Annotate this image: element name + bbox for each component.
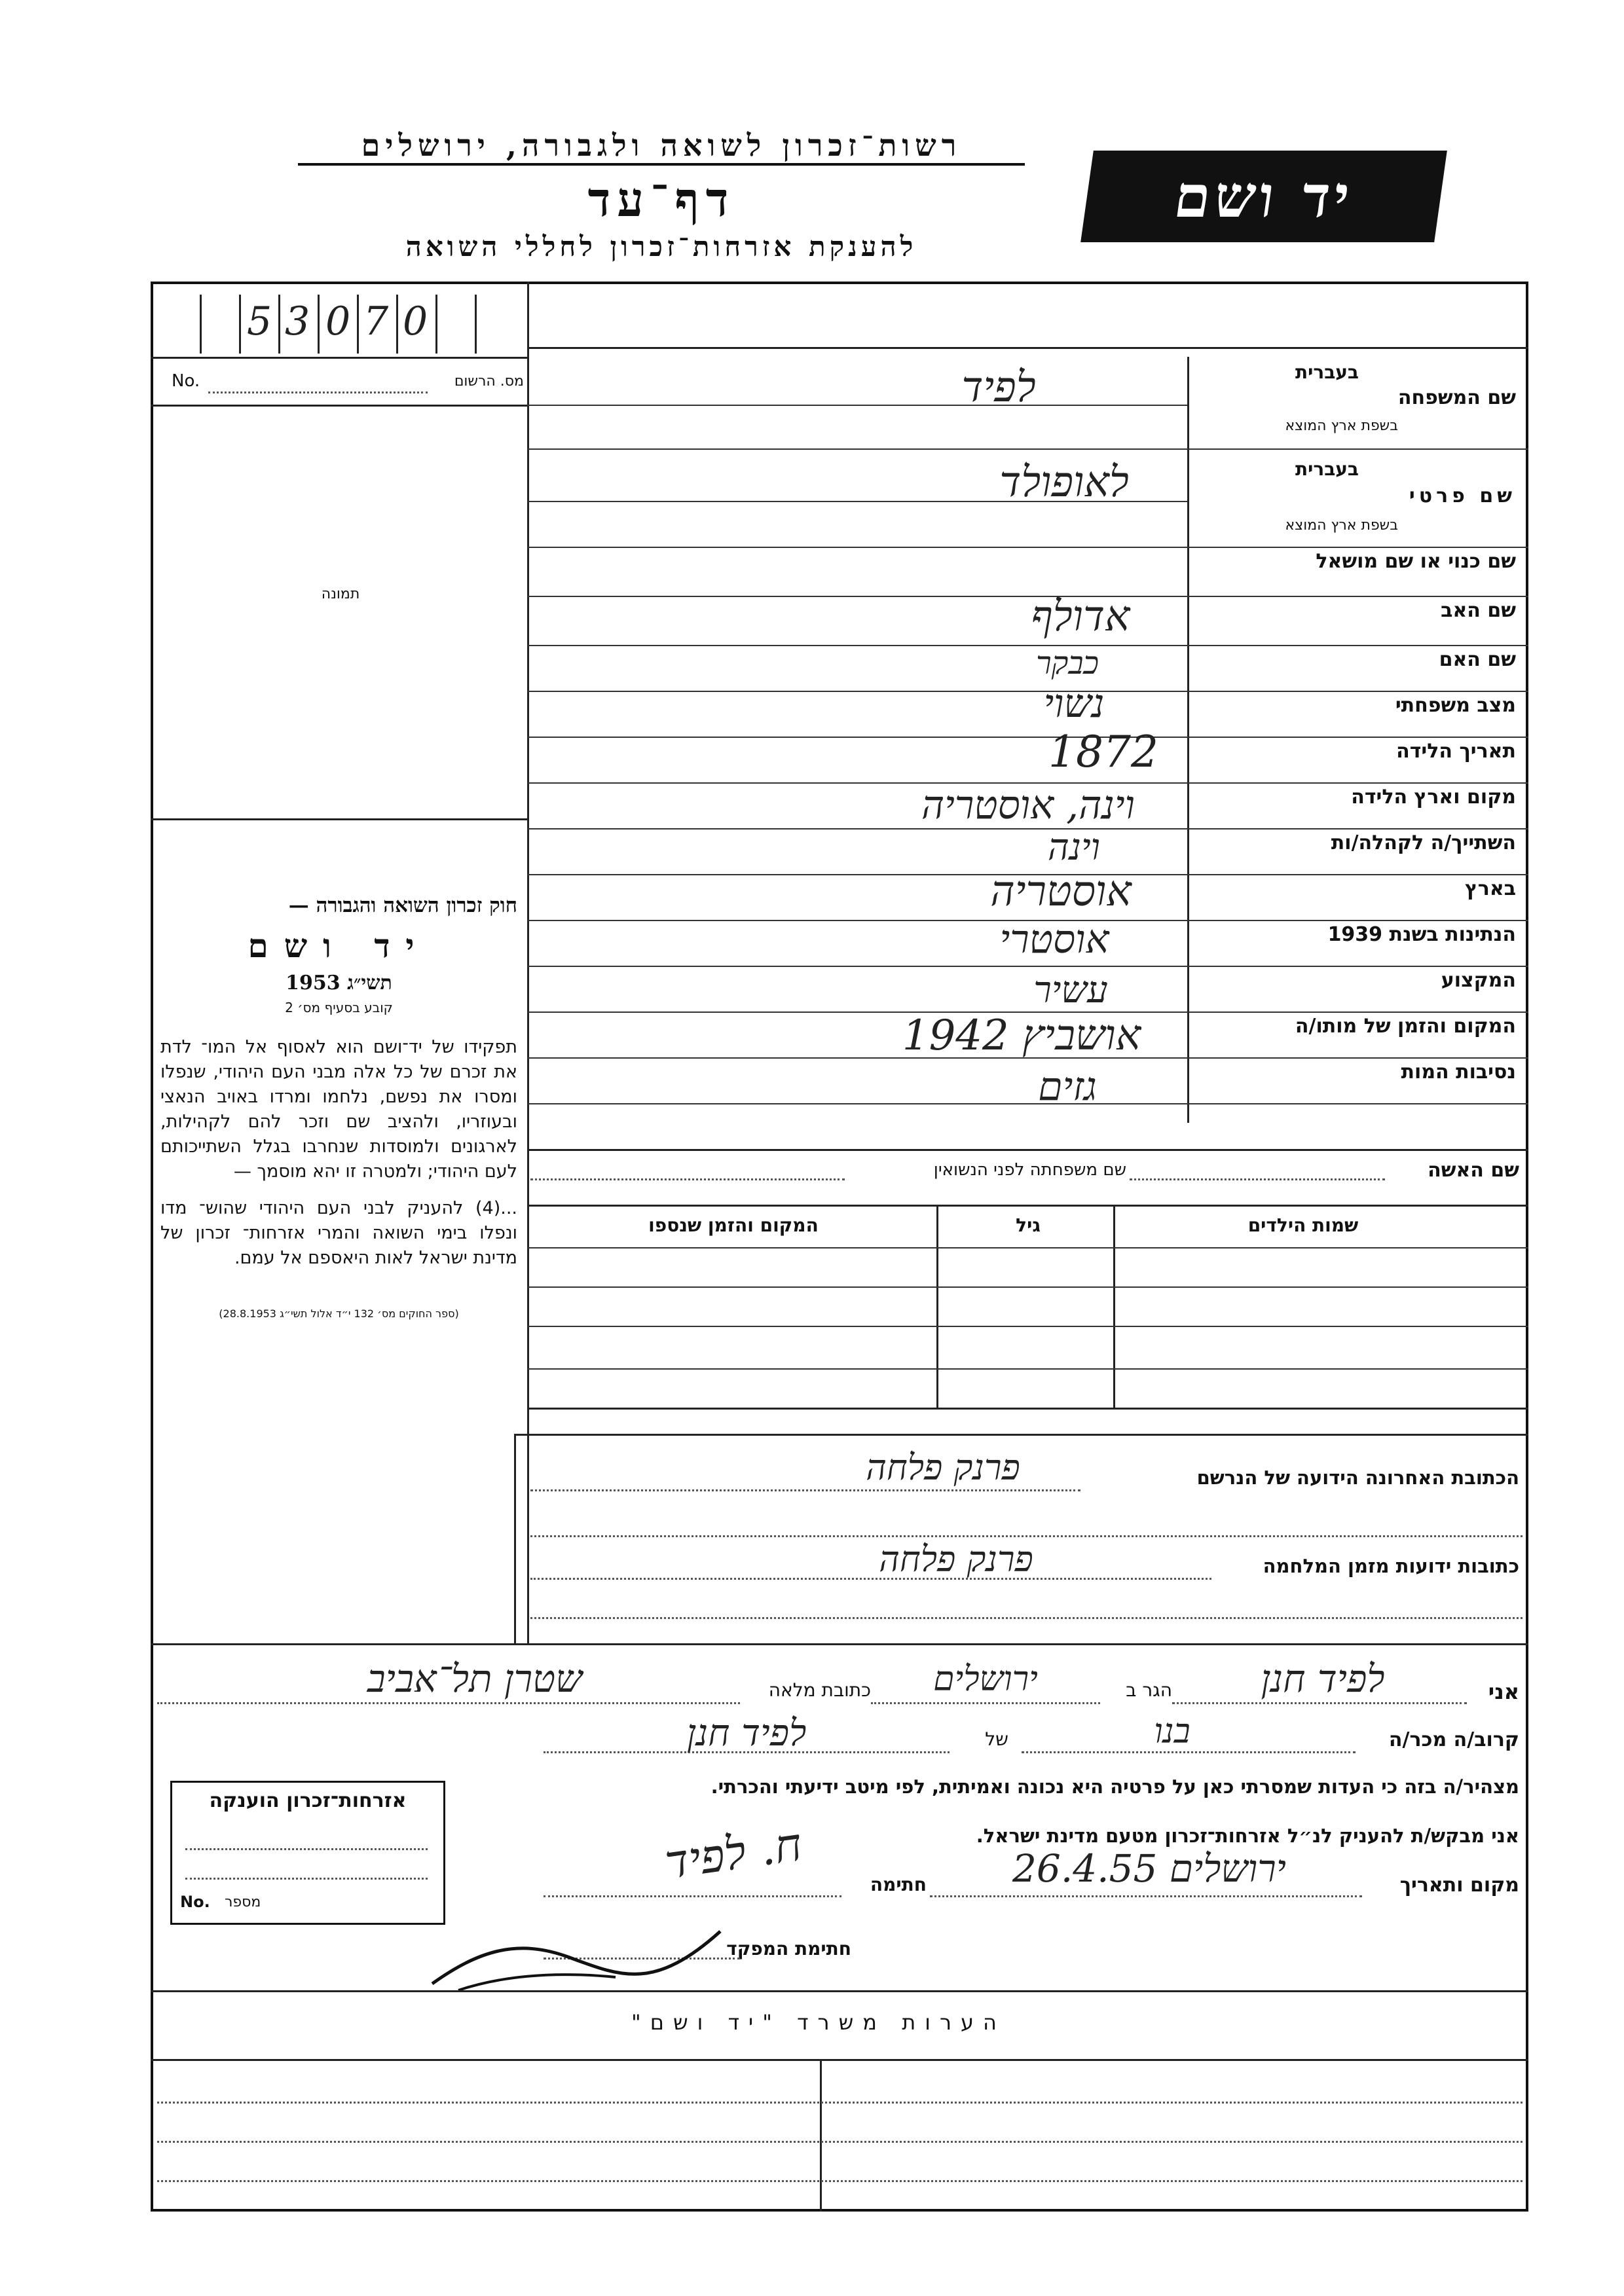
registry-bottom-rule xyxy=(151,405,527,407)
address-full-dotted-line xyxy=(157,1702,740,1704)
law-text-1: תפקידו של יד־ושם הוא לאסוף אל המו־ לדת את זכרם של כל אלה מבני העם היהודי, שנפלו ומסרו את נפשם, נלחמו ומרדו באויב הנאצי ובעוזריו, ולהציב שם וזכר להם לקהילות, לארגונים ולמוסדות שנחרבו בגלל השתייכותם לעם היהודי; ולמטרה זו יהא מוסמך — xyxy=(160,1037,517,1182)
profession-value: עשיר xyxy=(1033,969,1108,1011)
law-year: תשי״ג 1953 xyxy=(286,972,392,994)
address-full-value: שטרן תל־אביב xyxy=(367,1656,583,1701)
address-full-label: כתובת מלאה xyxy=(768,1679,871,1701)
law-reference: (ספר החוקים מס׳ 132 י״ד אלול תשי״ג 28.8.1953) xyxy=(219,1307,459,1320)
place-date-label: מקום ותאריך xyxy=(1399,1874,1519,1897)
address-extra-dotted-line xyxy=(530,1617,1522,1619)
notes-top-rule xyxy=(151,1990,1528,1992)
citizenship-box-line xyxy=(185,1878,428,1880)
relative-label: קרוב/ה מכר/ה xyxy=(1388,1728,1519,1751)
circumstances-value: גזים xyxy=(1038,1064,1097,1110)
declaration-statement-1: מצהיר/ה בזה כי העדות שמסרתי כאן על פרטיה היא נכונה ואמיתית, לפי מיטב ידיעתי והכרתי. xyxy=(710,1776,1519,1798)
row-line xyxy=(527,966,1528,967)
notes-title-rule xyxy=(151,2059,1528,2061)
father-value: אדולף xyxy=(1031,592,1130,641)
resident-value: ירושלים xyxy=(933,1660,1038,1699)
family-hebrew-label: בעברית xyxy=(1295,361,1359,383)
signature-value: ח. לפיד xyxy=(661,1817,805,1890)
row-line xyxy=(527,547,1528,548)
last-address-label: הכתובת האחרונה הידועה של הנרשם xyxy=(1196,1467,1519,1489)
community-value: וינה xyxy=(1047,826,1101,869)
signature-label: חתימה xyxy=(870,1874,927,1895)
first-origin-label: בשפת ארץ המוצא xyxy=(1285,517,1398,534)
registry-digit: 3 xyxy=(285,299,310,344)
children-row-line xyxy=(527,1286,1528,1288)
war-address-value: פרנק פלחה xyxy=(879,1539,1033,1580)
circumstances-label: נסיבות המות xyxy=(1401,1061,1516,1084)
resident-dotted-line xyxy=(871,1702,1100,1704)
photo-bottom-rule xyxy=(151,818,527,820)
resident-label: הגר ב xyxy=(1126,1679,1172,1701)
children-bottom-rule xyxy=(527,1408,1528,1410)
citizenship-number-label: מספר xyxy=(225,1894,261,1910)
country-value: אוסטריה xyxy=(990,867,1132,916)
last-address-value: פרנק פלחה xyxy=(866,1447,1020,1488)
address-extra-dotted-line xyxy=(530,1535,1522,1537)
children-col-divider xyxy=(1113,1205,1115,1408)
children-row-line xyxy=(527,1368,1528,1370)
notes-dotted-line xyxy=(157,2141,1522,2143)
children-col-divider xyxy=(936,1205,938,1408)
registry-digit: 5 xyxy=(247,299,272,344)
citizenship-box xyxy=(170,1781,445,1925)
registry-digit: 7 xyxy=(363,299,389,344)
birthdate-value: 1872 xyxy=(1048,727,1158,777)
birthplace-label: מקום וארץ הלידה xyxy=(1351,786,1516,809)
nickname-label: שם כנוי או שם מושאל xyxy=(1316,550,1516,573)
notes-col-divider xyxy=(820,2059,822,2212)
first-hebrew-label: בעברית xyxy=(1295,458,1359,480)
of-value: לפיד חנן xyxy=(686,1712,807,1755)
of-label: של xyxy=(985,1728,1008,1750)
declaration-top-rule xyxy=(151,1643,1528,1645)
logo-text: יד ושם xyxy=(1170,162,1358,230)
family-name-label: שם המשפחה xyxy=(1397,386,1516,409)
law-name: יד ושם xyxy=(248,926,430,965)
maiden-dotted-line xyxy=(530,1178,845,1180)
family-name-value: לפיד xyxy=(961,363,1036,412)
citizenship-label: הנתינות בשנת 1939 xyxy=(1327,923,1516,946)
signature-dotted-line xyxy=(544,1895,841,1897)
notes-title: הערות משרד "יד ושם" xyxy=(631,2010,1006,2035)
children-row-line xyxy=(527,1247,1528,1248)
registry-label: מס. הרשום xyxy=(454,373,524,390)
birthdate-label: תאריך הלידה xyxy=(1396,740,1516,763)
registry-digit-boxes xyxy=(200,295,488,354)
citizenship-box-line xyxy=(185,1848,428,1850)
wife-bottom-rule xyxy=(527,1205,1528,1207)
declarant-label: אני xyxy=(1488,1679,1519,1704)
father-label: שם האב xyxy=(1441,599,1516,622)
first-name-label: שם פרטי xyxy=(1409,484,1516,507)
authority-line: רשות־זכרון לשואה ולגבורה, ירושלים xyxy=(298,128,1025,166)
place-date-dotted-line xyxy=(930,1895,1362,1897)
maiden-label: שם משפחתה לפני הנשואין xyxy=(933,1160,1126,1180)
community-label: השתייך/ה לקהלה/ות xyxy=(1331,831,1516,854)
children-row-line xyxy=(527,1326,1528,1327)
declaration-statement-2: אני מבקש/ת להעניק לנ״ל אזרחות־זכרון מטעם מדינת ישראל. xyxy=(976,1825,1519,1847)
law-bottom-divider xyxy=(514,1434,516,1643)
place-time-label: המקום והזמן שנספו xyxy=(648,1214,819,1236)
declarant-value: לפיד חנן xyxy=(1261,1656,1385,1701)
left-column-divider xyxy=(527,282,529,1643)
mother-label: שם האם xyxy=(1439,648,1516,671)
registry-dotted-line xyxy=(208,392,428,393)
form-subtitle: להענקת אזרחות־זכרון לחללי השואה xyxy=(405,230,917,263)
marital-label: מצב משפחתי xyxy=(1395,694,1516,717)
citizenship-value: אוסטרי xyxy=(999,917,1109,962)
marital-value: נשוי xyxy=(1043,681,1105,727)
registry-no-label: No. xyxy=(172,371,200,391)
profession-label: המקצוע xyxy=(1441,969,1516,992)
notes-dotted-line xyxy=(157,2102,1522,2104)
first-name-value: לאופולד xyxy=(999,458,1129,507)
fields-bottom-rule xyxy=(527,1149,1528,1151)
address-top-rule xyxy=(514,1434,1528,1436)
mother-value: כבקר xyxy=(1036,645,1099,682)
death-value: אושביץ 1942 xyxy=(902,1011,1141,1060)
law-clause: קובע בסעיף מס׳ 2 xyxy=(285,1000,393,1015)
children-label: שמות הילדים xyxy=(1247,1214,1359,1236)
photo-label: תמונה xyxy=(321,586,360,602)
law-text-2: ...(4) להעניק לבני העם היהודי שהוש־ מדו ונפלו בימי השואה והמרי אזרחות־ זכרון של מדינת ישראל לאות היאספם אל עמם. xyxy=(160,1198,517,1268)
official-signature-scribble xyxy=(419,1912,733,2003)
age-label: גיל xyxy=(1016,1214,1041,1236)
family-origin-label: בשפת ארץ המוצא xyxy=(1285,418,1398,434)
registry-top-rule xyxy=(151,357,527,359)
country-label: בארץ xyxy=(1464,877,1516,900)
birthplace-value: וינה, אוסטריה xyxy=(921,782,1135,828)
relative-value: בנו xyxy=(1154,1712,1190,1751)
law-title: חוק זכרון השואה והגבורה — xyxy=(288,894,517,917)
form-title: דף־עד xyxy=(587,172,735,227)
last-address-dotted-line xyxy=(530,1489,1080,1491)
declarant-dotted-line xyxy=(1172,1702,1467,1704)
citizenship-no-label: No. xyxy=(180,1893,210,1911)
official-signature-label: חתימת המפקד xyxy=(726,1938,851,1959)
row-line xyxy=(527,448,1528,450)
law-section xyxy=(160,894,517,1320)
registry-digit: 0 xyxy=(325,299,351,344)
wife-dotted-line xyxy=(1130,1178,1385,1180)
citizenship-box-title: אזרחות־זכרון הוענקה xyxy=(209,1789,407,1812)
relative-dotted-line xyxy=(1022,1751,1356,1753)
place-date-value: ירושלים 26.4.55 xyxy=(1012,1846,1286,1891)
war-address-label: כתובות ידועות מזמן המלחמה xyxy=(1263,1555,1519,1577)
yad-vashem-logo xyxy=(1080,151,1447,242)
death-label: המקום והזמן של מותו/ה xyxy=(1295,1015,1516,1038)
notes-dotted-line xyxy=(157,2180,1522,2182)
fields-top-rule xyxy=(527,347,1528,349)
registry-digit: 0 xyxy=(403,299,428,344)
wife-label: שם האשה xyxy=(1428,1159,1519,1182)
